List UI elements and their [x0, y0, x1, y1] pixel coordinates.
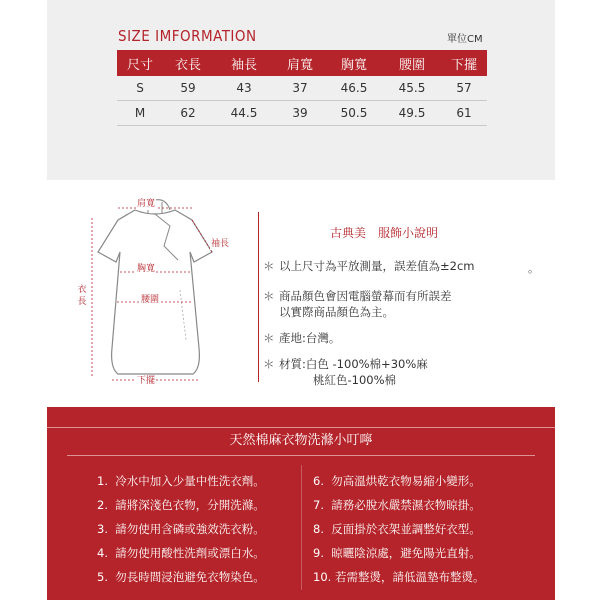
list-item: 6. 勿高溫烘乾衣物易縮小變形。: [313, 474, 481, 488]
notes-title: 古典美 服飾小說明: [330, 226, 439, 240]
wash-column-divider: [301, 465, 302, 590]
note-item: ＊ 以上尺寸為平放測量，誤差值為±2cm: [263, 259, 475, 273]
list-item: 5. 勿長時間浸泡避免衣物染色。: [97, 570, 265, 584]
table-cell: 46.5: [325, 76, 383, 101]
size-table: [117, 50, 487, 126]
wash-instructions-panel: [47, 407, 555, 600]
table-row: [117, 101, 487, 126]
size-information-panel: [47, 0, 555, 180]
list-item: 1. 冷水中加入少量中性洗衣劑。: [97, 474, 265, 488]
unit-label: 單位CM: [447, 34, 483, 45]
table-cell: M: [117, 101, 163, 126]
header-size: 尺寸: [117, 50, 163, 76]
table-cell: 50.5: [325, 101, 383, 126]
label-sleeve: 袖長: [211, 239, 230, 249]
note-star-icon: ＊: [263, 331, 275, 345]
garment-diagram: [60, 190, 255, 400]
wash-title: 天然棉麻衣物洗滌小叮嚀: [229, 433, 373, 448]
list-item: 4. 請勿使用酸性洗劑或漂白水。: [97, 546, 265, 560]
header-hem: 下擺: [441, 50, 487, 76]
note-item: ＊ 材質:白色 -100%棉+30%麻 桃紅色-100%棉: [263, 357, 428, 387]
header-length: 衣長: [163, 50, 213, 76]
label-chest: 胸寬: [137, 264, 156, 274]
table-row: [117, 76, 487, 101]
table-cell: 45.5: [383, 76, 441, 101]
note-item: ＊ 商品顏色會因電腦螢幕而有所誤差 以實際商品顏色為主。: [263, 289, 452, 319]
note-star-icon: ＊: [263, 289, 275, 303]
table-cell: 61: [441, 101, 487, 126]
label-length: 衣長: [77, 285, 87, 307]
list-item: 3. 請勿使用含磷或強效洗衣粉。: [97, 522, 265, 536]
table-cell: 62: [163, 101, 213, 126]
label-shoulder: 肩寬: [137, 199, 156, 209]
list-item: 10. 若需整燙，請低溫墊布整燙。: [313, 570, 485, 584]
table-cell: 57: [441, 76, 487, 101]
size-info-title: SIZE IMFORMATION: [118, 27, 257, 45]
note-star-icon: ＊: [263, 259, 275, 273]
label-waist: 腰圍: [141, 295, 160, 305]
note-star-icon: ＊: [263, 357, 275, 371]
note-trailing-dot: 。: [528, 262, 539, 275]
wash-title-rule: [67, 455, 535, 456]
table-cell: 44.5: [213, 101, 275, 126]
table-cell: 59: [163, 76, 213, 101]
header-sleeve: 袖長: [213, 50, 275, 76]
list-item: 2. 請將深淺色衣物，分開洗滌。: [97, 498, 265, 512]
header-shoulder: 肩寬: [275, 50, 325, 76]
header-waist: 腰圍: [383, 50, 441, 76]
table-cell: 37: [275, 76, 325, 101]
table-cell: S: [117, 76, 163, 101]
note-item: ＊ 產地:台灣。: [263, 331, 341, 345]
notes-divider: [258, 212, 259, 382]
label-hem: 下擺: [137, 376, 156, 386]
size-table-header-row: [117, 50, 487, 76]
list-item: 7. 請務必脫水嚴禁濕衣物晾掛。: [313, 498, 481, 512]
table-cell: 49.5: [383, 101, 441, 126]
list-item: 9. 晾曬陰涼處，避免陽光直射。: [313, 546, 481, 560]
table-cell: 43: [213, 76, 275, 101]
list-item: 8. 反面掛於衣架並調整好衣型。: [313, 522, 481, 536]
header-chest: 胸寬: [325, 50, 383, 76]
table-cell: 39: [275, 101, 325, 126]
